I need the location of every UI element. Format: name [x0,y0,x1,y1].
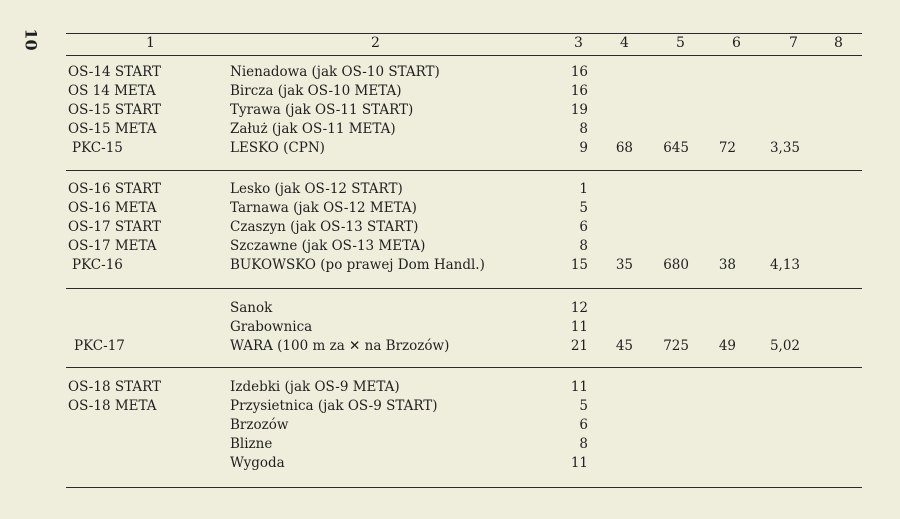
location-name: Tarnawa (jak OS-12 META) [230,200,417,216]
checkpoint-code: OS-17 START [68,219,162,235]
value-col-3: 21 [570,338,588,354]
location-name: Przysietnica (jak OS-9 START) [230,398,438,414]
location-name: Bircza (jak OS-10 META) [230,83,402,99]
column-header-4: 4 [620,35,629,51]
value-col-3: 15 [570,257,588,273]
value-col-4: 35 [615,257,633,273]
location-name: Brzozów [230,417,289,433]
location-name: Blizne [230,436,273,452]
location-name: BUKOWSKO (po prawej Dom Handl.) [230,257,485,273]
checkpoint-code: PKC-15 [72,140,123,156]
value-col-7: 4,13 [769,257,800,273]
value-col-7: 3,35 [769,140,800,156]
column-header-1: 1 [146,35,155,51]
checkpoint-code: OS-14 START [68,64,162,80]
column-header-3: 3 [574,35,583,51]
checkpoint-code: OS-17 META [68,238,157,254]
value-col-5: 680 [663,257,689,273]
value-col-3: 6 [579,417,588,433]
checkpoint-code: OS-18 META [68,398,157,414]
value-col-4: 45 [615,338,633,354]
checkpoint-code: OS 14 META [68,83,156,99]
value-col-7: 5,02 [769,338,800,354]
value-col-3: 11 [570,319,588,335]
value-col-3: 19 [570,102,588,118]
checkpoint-code: OS-15 META [68,121,157,137]
checkpoint-code: OS-16 META [68,200,157,216]
checkpoint-code: OS-18 START [68,379,162,395]
location-name: LESKO (CPN) [230,140,325,156]
checkpoint-code: PKC-16 [72,257,123,273]
value-col-3: 5 [579,398,588,414]
group-rule [66,367,862,368]
column-header-2: 2 [371,35,380,51]
value-col-4: 68 [615,140,633,156]
value-col-5: 645 [663,140,689,156]
value-col-5: 725 [663,338,689,354]
value-col-6: 49 [718,338,736,354]
location-name: Grabownica [230,319,313,335]
value-col-3: 11 [570,455,588,471]
value-col-3: 12 [570,300,588,316]
value-col-6: 72 [718,140,736,156]
column-header-7: 7 [789,35,798,51]
column-header-6: 6 [732,35,741,51]
checkpoint-code: PKC-17 [74,338,125,354]
value-col-3: 11 [570,379,588,395]
checkpoint-code: OS-15 START [68,102,162,118]
group-rule [66,288,862,289]
location-name: Nienadowa (jak OS-10 START) [230,64,440,80]
value-col-3: 8 [579,436,588,452]
value-col-3: 16 [570,64,588,80]
page-number: 10 [21,28,41,51]
value-col-3: 8 [579,238,588,254]
location-name: Czaszyn (jak OS-13 START) [230,219,419,235]
bottom-rule [66,487,862,488]
value-col-6: 38 [718,257,736,273]
value-col-3: 16 [570,83,588,99]
checkpoint-code: OS-16 START [68,181,162,197]
location-name: Szczawne (jak OS-13 META) [230,238,426,254]
column-header-8: 8 [834,35,843,51]
value-col-3: 1 [579,181,588,197]
location-name: WARA (100 m za ✕ na Brzozów) [230,338,450,354]
group-rule [66,170,862,171]
location-name: Lesko (jak OS-12 START) [230,181,403,197]
location-name: Tyrawa (jak OS-11 START) [230,102,414,118]
value-col-3: 8 [579,121,588,137]
location-name: Załuż (jak OS-11 META) [230,121,396,137]
top-rule [66,33,862,34]
header-rule [66,55,862,56]
column-header-5: 5 [676,35,685,51]
location-name: Wygoda [230,455,285,471]
value-col-3: 6 [579,219,588,235]
value-col-3: 9 [579,140,588,156]
value-col-3: 5 [579,200,588,216]
location-name: Sanok [230,300,273,316]
location-name: Izdebki (jak OS-9 META) [230,379,400,395]
